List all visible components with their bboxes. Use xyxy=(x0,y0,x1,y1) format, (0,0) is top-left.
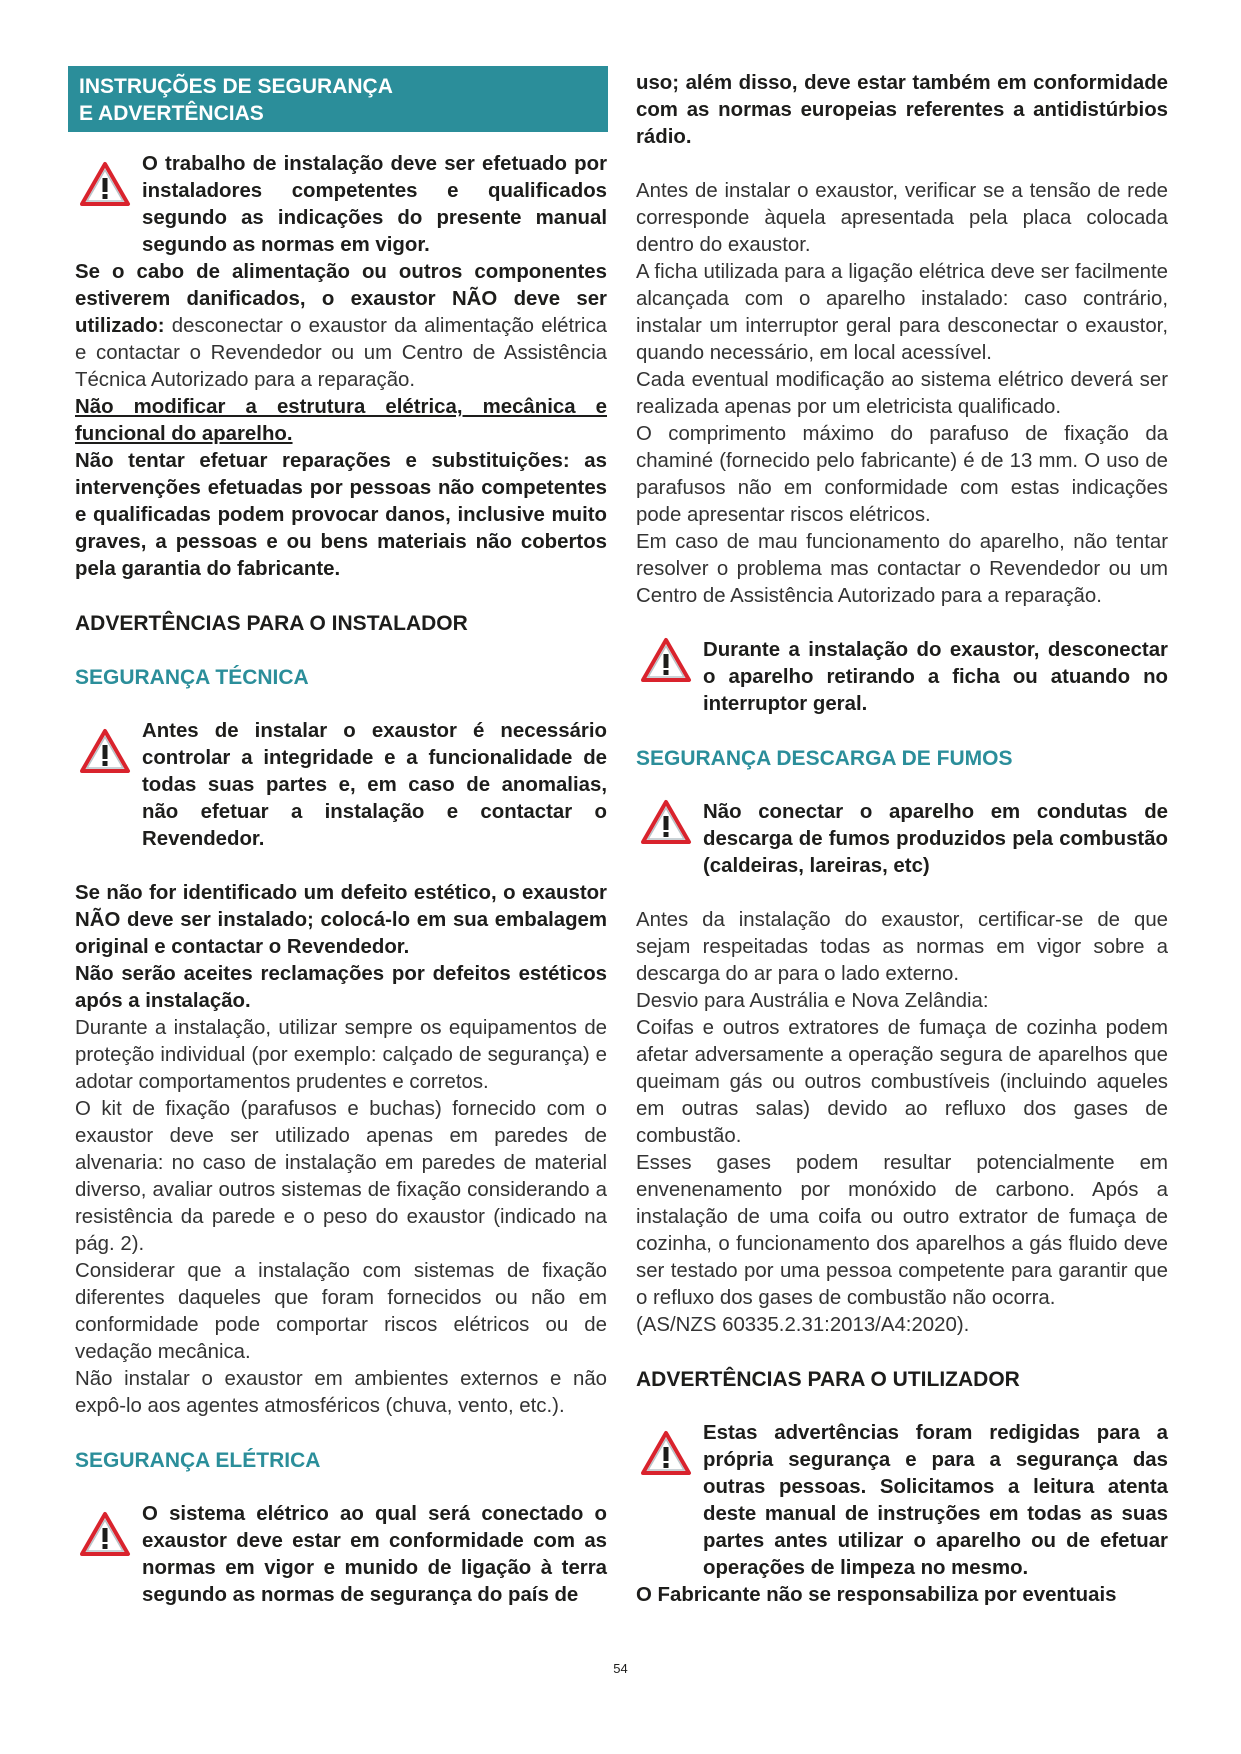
warning-icon xyxy=(640,637,692,683)
warning-icon xyxy=(640,799,692,845)
warning-text: Durante a instalação do exaustor, desconectar o aparelho retirando a ficha ou atuando no interruptor geral. xyxy=(703,639,1168,715)
warning-block-installation xyxy=(75,151,607,259)
paragraph-rest: desconectar o exaustor da alimentação elétrica e contactar o Revendedor ou um Centro de Assistência Técnica Autorizado para a reparação. xyxy=(75,315,607,391)
paragraph: Esses gases podem resultar potencialmente em envenenamento por monóxido de carbono. Após a instalação de uma coifa ou outro extrator de fumaça de cozinha, o funcionamento dos aparelhos a gás fluido deve ser testado por uma pessoa competente para garantir que o refluxo dos gases de combustão não ocorra. xyxy=(636,1152,1168,1309)
paragraph: Em caso de mau funcionamento do aparelho, não tentar resolver o problema mas contactar o Revendedor ou um Centro de Assistência Autorizado para a reparação. xyxy=(636,531,1168,607)
heading-electrical-safety: SEGURANÇA ELÉTRICA xyxy=(75,1449,321,1472)
warning-block-user xyxy=(636,1420,1168,1582)
paragraph: Antes de instalar o exaustor, verificar se a tensão de rede corresponde àquela apresentada pela placa colocada dentro do exaustor. xyxy=(636,180,1168,256)
bold-lead: Se o cabo de alimentação ou outros componentes estiverem danificados, o exaustor NÃO deve ser utilizado: xyxy=(75,261,607,337)
warning-text: Antes de instalar o exaustor é necessário controlar a integridade e a funcionalidade de todas suas partes e, em caso de anomalias, não efetuar a instalação e contactar o Revendedor. xyxy=(142,720,607,850)
paragraph: Durante a instalação, utilizar sempre os equipamentos de proteção individual (por exemplo: calçado de segurança) e adotar comportamentos prudentes e corretos. xyxy=(75,1017,607,1093)
left-column xyxy=(75,151,607,1609)
heading-user: ADVERTÊNCIAS PARA O UTILIZADOR xyxy=(636,1368,1020,1391)
paragraph xyxy=(75,259,607,394)
warning-block-integrity xyxy=(75,718,607,853)
paragraph: Antes da instalação do exaustor, certificar-se de que sejam respeitadas todas as normas em vigor sobre a descarga do ar para o lado externo. xyxy=(636,909,1168,985)
title-line-1: INSTRUÇÕES DE SEGURANÇA xyxy=(79,75,393,98)
warning-icon xyxy=(79,161,131,207)
paragraph: Desvio para Austrália e Nova Zelândia: xyxy=(636,990,989,1012)
paragraph: Considerar que a instalação com sistemas de fixação diferentes daqueles que foram fornecidos ou não em conformidade pode comportar riscos elétricos ou de vedação mecânica. xyxy=(75,1260,607,1363)
paragraph: O kit de fixação (parafusos e buchas) fornecido com o exaustor deve ser utilizado apenas em paredes de alvenaria: no caso de instalação em paredes de material diverso, avaliar outros sistemas de fixação considerando a resistência da parede e o peso do exaustor (indicado na pág. 2). xyxy=(75,1098,607,1255)
warning-text: O trabalho de instalação deve ser efetuado por instaladores competentes e qualificados segundo as indicações do presente manual segundo as normas em vigor. xyxy=(142,153,607,256)
paragraph: Se não for identificado um defeito estético, o exaustor NÃO deve ser instalado; colocá-lo em sua embalagem original e contactar o Revendedor. xyxy=(75,882,607,958)
title-line-2: E ADVERTÊNCIAS xyxy=(79,102,264,125)
paragraph: Não instalar o exaustor em ambientes externos e não expô-lo aos agentes atmosféricos (chuva, vento, etc.). xyxy=(75,1368,607,1417)
warning-text: Não conectar o aparelho em condutas de descarga de fumos produzidos pela combustão (caldeiras, lareiras, etc) xyxy=(703,801,1168,877)
heading-fumes-safety: SEGURANÇA DESCARGA DE FUMOS xyxy=(636,747,1013,770)
warning-block-electrical xyxy=(75,1501,607,1609)
paragraph: Coifas e outros extratores de fumaça de cozinha podem afetar adversamente a operação segura de aparelhos que queimam gás ou outros combustíveis (incluindo aqueles em outras salas) devido ao refluxo dos gases de combustão. xyxy=(636,1017,1168,1147)
warning-icon xyxy=(640,1430,692,1476)
warning-text: Estas advertências foram redigidas para a própria segurança e para a segurança das outras pessoas. Solicitamos a leitura atenta deste manual de instruções em todas as suas partes antes utilizar o aparelho ou de efetuar operações de limpeza no mesmo. xyxy=(703,1422,1168,1579)
paragraph: uso; além disso, deve estar também em conformidade com as normas europeias referentes a antidistúrbios rádio. xyxy=(636,72,1168,148)
paragraph: Não serão aceites reclamações por defeitos estéticos após a instalação. xyxy=(75,963,607,1012)
page-number: 54 xyxy=(613,1661,628,1676)
heading-technical-safety: SEGURANÇA TÉCNICA xyxy=(75,666,309,689)
paragraph-underlined: Não modificar a estrutura elétrica, mecânica e funcional do aparelho. xyxy=(75,396,607,445)
warning-text: O sistema elétrico ao qual será conectado o exaustor deve estar em conformidade com as normas em vigor e munido de ligação à terra segundo as normas de segurança do país de xyxy=(142,1503,607,1606)
section-title-bar xyxy=(68,66,608,132)
right-column xyxy=(636,70,1168,1609)
warning-block-fumes xyxy=(636,799,1168,880)
paragraph: O Fabricante não se responsabiliza por eventuais xyxy=(636,1584,1117,1606)
paragraph: A ficha utilizada para a ligação elétrica deve ser facilmente alcançada com o aparelho instalado: caso contrário, instalar um interruptor geral para desconectar o exaustor, quando necessário, em local acessível. xyxy=(636,261,1168,364)
paragraph: Cada eventual modificação ao sistema elétrico deverá ser realizada apenas por um eletricista qualificado. xyxy=(636,369,1168,418)
paragraph: (AS/NZS 60335.2.31:2013/A4:2020). xyxy=(636,1314,970,1336)
warning-icon xyxy=(79,1511,131,1557)
warning-icon xyxy=(79,728,131,774)
heading-installer: ADVERTÊNCIAS PARA O INSTALADOR xyxy=(75,612,468,635)
paragraph: O comprimento máximo do parafuso de fixação da chaminé (fornecido pelo fabricante) é de 13 mm. O uso de parafusos não em conformidade com estas indicações pode apresentar riscos elétricos. xyxy=(636,423,1168,526)
paragraph: Não tentar efetuar reparações e substituições: as intervenções efetuadas por pessoas não competentes e qualificadas podem provocar danos, inclusive muito graves, a pessoas e ou bens materiais não cobertos pela garantia do fabricante. xyxy=(75,450,607,580)
warning-block-disconnect xyxy=(636,637,1168,718)
